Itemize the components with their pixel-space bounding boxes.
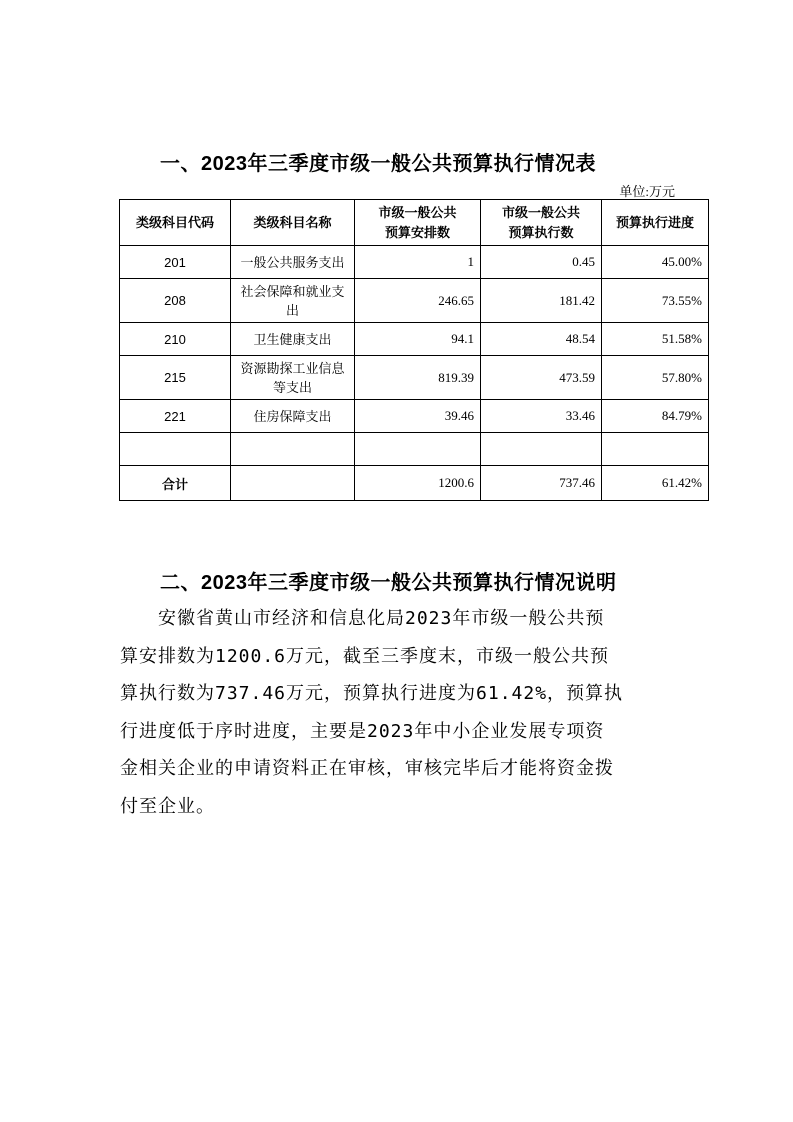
cell-progress: 51.58% — [602, 323, 709, 356]
cell-name — [231, 323, 355, 356]
cell-name-line2: 等支出 — [272, 379, 312, 395]
cell-code: 201 — [120, 246, 231, 279]
cell-name — [231, 400, 355, 433]
total-arranged: 1200.6 — [355, 466, 481, 501]
cell-executed: 0.45 — [481, 246, 602, 279]
empty-cell — [355, 433, 481, 466]
empty-cell — [602, 433, 709, 466]
table-row — [120, 400, 709, 433]
header-arranged-line2: 预算安排数 — [384, 224, 450, 240]
cell-name-line2: 出 — [285, 302, 299, 318]
unit-label: 单位:万元 — [619, 184, 675, 199]
total-label: 合计 — [120, 466, 231, 501]
cell-arranged: 246.65 — [355, 279, 481, 323]
header-code: 类级科目代码 — [120, 200, 231, 246]
cell-arranged: 39.46 — [355, 400, 481, 433]
header-executed-line2: 预算执行数 — [508, 224, 574, 240]
cell-progress: 57.80% — [602, 356, 709, 400]
total-progress: 61.42% — [602, 466, 709, 501]
cell-name-line1: 卫生健康支出 — [253, 331, 332, 347]
explanation-paragraph — [120, 600, 680, 825]
cell-name-line1: 社会保障和就业支 — [240, 283, 345, 299]
header-arranged-line1: 市级一般公共 — [378, 204, 457, 220]
table-row — [120, 279, 709, 323]
cell-name — [231, 246, 355, 279]
empty-cell — [481, 433, 602, 466]
cell-name-line1: 一般公共服务支出 — [240, 254, 345, 270]
cell-name-line1: 住房保障支出 — [253, 408, 332, 424]
table-total-row — [120, 466, 709, 501]
cell-arranged: 819.39 — [355, 356, 481, 400]
cell-code: 210 — [120, 323, 231, 356]
cell-code: 208 — [120, 279, 231, 323]
cell-executed: 473.59 — [481, 356, 602, 400]
table-title: 一、2023年三季度市级一般公共预算执行情况表 — [160, 153, 596, 175]
header-name: 类级科目名称 — [231, 200, 355, 246]
table-row — [120, 356, 709, 400]
cell-name — [231, 279, 355, 323]
cell-progress: 84.79% — [602, 400, 709, 433]
cell-executed: 181.42 — [481, 279, 602, 323]
table-header-row — [120, 200, 709, 246]
paragraph-line: 算执行数为737.46万元，预算执行进度为61.42%，预算执 — [120, 683, 624, 704]
paragraph-line: 金相关企业的申请资料正在审核，审核完毕后才能将资金拨 — [120, 758, 614, 779]
cell-code: 221 — [120, 400, 231, 433]
paragraph-line: 算安排数为1200.6万元，截至三季度末，市级一般公共预 — [120, 645, 610, 667]
budget-execution-table — [119, 199, 709, 501]
cell-name — [231, 356, 355, 400]
cell-arranged: 1 — [355, 246, 481, 279]
header-arranged — [355, 200, 481, 246]
paragraph-line: 安徽省黄山市经济和信息化局2023年市级一般公共预 — [120, 608, 605, 629]
table-row — [120, 323, 709, 356]
cell-executed: 33.46 — [481, 400, 602, 433]
cell-executed: 48.54 — [481, 323, 602, 356]
total-name-cell — [231, 466, 355, 501]
cell-progress: 73.55% — [602, 279, 709, 323]
cell-progress: 45.00% — [602, 246, 709, 279]
explanation-title: 二、2023年三季度市级一般公共预算执行情况说明 — [160, 572, 617, 594]
table-row — [120, 246, 709, 279]
paragraph-line: 付至企业。 — [120, 795, 215, 817]
total-executed: 737.46 — [481, 466, 602, 501]
empty-cell — [120, 433, 231, 466]
cell-arranged: 94.1 — [355, 323, 481, 356]
header-executed-line1: 市级一般公共 — [501, 204, 580, 220]
header-progress: 预算执行进度 — [602, 200, 709, 246]
cell-name-line1: 资源勘探工业信息 — [240, 360, 345, 376]
table-empty-row — [120, 433, 709, 466]
cell-code: 215 — [120, 356, 231, 400]
empty-cell — [231, 433, 355, 466]
header-executed — [481, 200, 602, 246]
paragraph-line: 行进度低于序时进度，主要是2023年中小企业发展专项资 — [120, 720, 605, 742]
